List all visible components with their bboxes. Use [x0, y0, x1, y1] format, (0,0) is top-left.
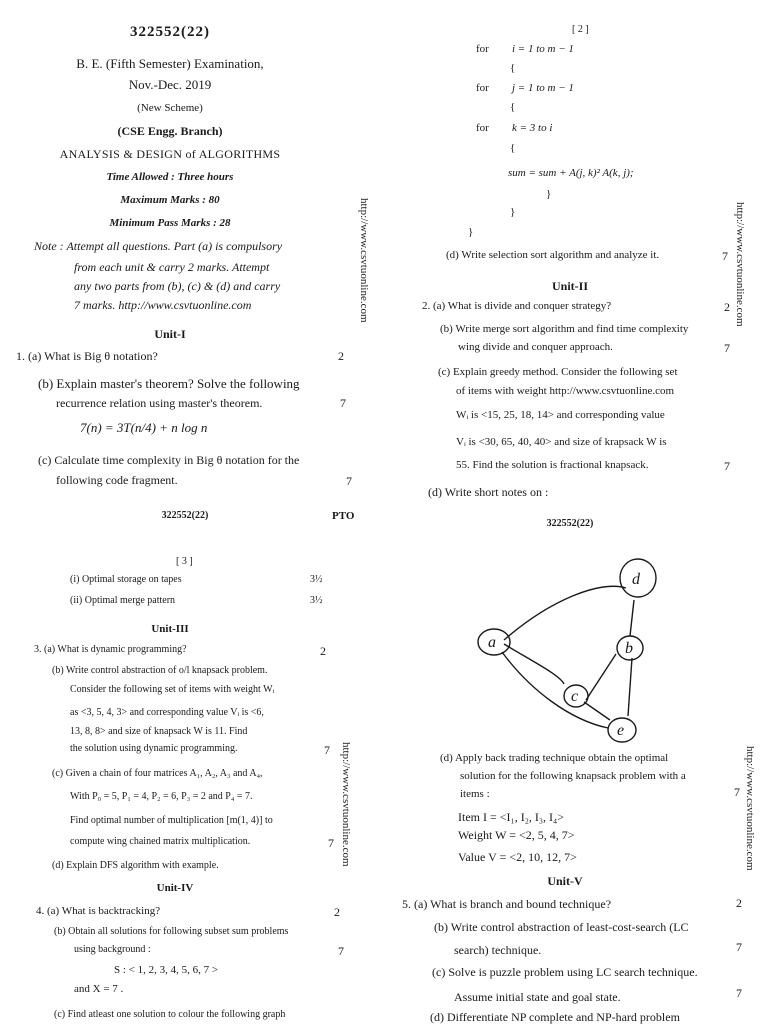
footer-code: 322552(22)	[546, 518, 594, 529]
q3d-text: (d) Explain DFS algorithm with example.	[52, 860, 219, 871]
exam-session: Nov.-Dec. 2019	[128, 77, 212, 92]
q4b-marks: 7	[338, 944, 344, 958]
q2b-marks: 7	[724, 341, 730, 355]
code-line-3: j = 1 to m − 1	[512, 82, 574, 94]
q1a-text: 1. (a) What is Big θ notation?	[16, 349, 158, 363]
q4c-text: (c) Find atleast one solution to colour the following graph	[54, 1009, 286, 1020]
page-1	[0, 0, 384, 532]
scheme: (New Scheme)	[137, 102, 203, 114]
q5c-line-1: (c) Solve is puzzle problem using LC search technique.	[432, 965, 698, 979]
code-line-7: sum = sum + A(j, k)² A(k, j);	[508, 167, 634, 179]
q5b-marks: 7	[736, 940, 742, 954]
unit-1-heading: Unit-I	[154, 327, 186, 341]
page-number: [ 2 ]	[572, 24, 589, 35]
q5c-marks: 7	[736, 986, 742, 1000]
q5a-marks: 2	[736, 896, 742, 910]
side-url: http://www.csvtuonline.com	[340, 742, 352, 867]
q2d-text: (d) Write short notes on :	[428, 485, 549, 499]
q1b-marks: 7	[340, 396, 346, 410]
node-c-label: c	[571, 688, 579, 705]
q2c-line-5: 55. Find the solution is fractional knapsack.	[456, 459, 649, 471]
item-i-label: (i) Optimal storage on tapes	[70, 574, 182, 585]
page-3	[0, 532, 384, 1024]
code-line-6: {	[510, 142, 516, 154]
item-ii-marks: 3½	[310, 595, 323, 606]
code-line-2: {	[510, 62, 516, 74]
q3a-text: 3. (a) What is dynamic programming?	[34, 644, 187, 655]
q4d-value: Value V = <2, 10, 12, 7>	[458, 850, 577, 864]
q4d-line-3: items :	[460, 788, 490, 800]
code-kw-3: for	[476, 82, 489, 94]
q4d-line-2: solution for the following knapsack problem with a	[460, 770, 686, 782]
note-line-3: any two parts from (b), (c) & (d) and carry	[74, 279, 281, 293]
q3b-line-3: as <3, 5, 4, 3> and corresponding value Vᵢ is <6,	[70, 707, 264, 718]
q4b-line-1: (b) Obtain all solutions for following subset sum problems	[54, 926, 289, 937]
edge-a-c	[504, 644, 564, 684]
page-number: [ 3 ]	[176, 556, 193, 567]
q3c-line-3: Find optimal number of multiplication [m(1, 4)] to	[70, 815, 273, 826]
max-marks: Maximum Marks : 80	[120, 194, 220, 206]
side-url: http://www.csvtuonline.com	[744, 746, 756, 871]
q1c-marks: 7	[346, 474, 352, 488]
unit-5-heading: Unit-V	[547, 874, 583, 888]
subject: ANALYSIS & DESIGN of ALGORITHMS	[59, 147, 281, 161]
q3c-line-1: (c) Given a chain of four matrices A₁, A₂, A₃ and A₄,	[52, 768, 263, 779]
page-4	[400, 520, 768, 1024]
note-line-2: from each unit & carry 2 marks. Attempt	[74, 260, 270, 274]
note-line-1: Note : Attempt all questions. Part (a) is compulsory	[34, 239, 283, 253]
edge-d-b	[630, 600, 634, 636]
node-d-label: d	[632, 571, 640, 588]
q2c-line-3: Wᵢ is <15, 25, 18, 14> and corresponding value	[456, 409, 665, 421]
q3c-line-4: compute wing chained matrix multiplication.	[70, 836, 251, 847]
q3b-line-2: Consider the following set of items with weight Wᵢ	[70, 684, 275, 695]
item-ii-label: (ii) Optimal merge pattern	[70, 595, 176, 606]
edge-c-e	[584, 702, 610, 720]
q2b-line-1: (b) Write merge sort algorithm and find time complexity	[440, 323, 689, 335]
side-url: http://www.csvtuonline.com	[358, 198, 370, 323]
code-kw-5: for	[476, 122, 489, 134]
q5b-line-2: search) technique.	[454, 943, 542, 957]
q2a-marks: 2	[724, 300, 730, 314]
q1b-equation: 7(n) = 3T(n/4) + n log n	[80, 420, 208, 435]
code-line-5: k = 3 to i	[512, 122, 553, 134]
node-b-label: b	[625, 640, 633, 657]
q2c-line-4: Vᵢ is <30, 65, 40, 40> and size of krapsack W is	[456, 436, 667, 448]
exam-title: B. E. (Fifth Semester) Examination,	[76, 56, 264, 71]
item-i-marks: 3½	[310, 574, 323, 585]
q2c-line-1: (c) Explain greedy method. Consider the following set	[438, 366, 678, 378]
q4d-weight: Weight W = <2, 5, 4, 7>	[458, 828, 575, 842]
code-line-9: }	[510, 206, 516, 218]
note-line-4: 7 marks. http://www.csvtuonline.com	[74, 298, 252, 312]
q4a-text: 4. (a) What is backtracking?	[36, 905, 161, 917]
q4a-marks: 2	[334, 905, 340, 919]
q3b-line-5: the solution using dynamic programming.	[70, 743, 238, 754]
code-line-8: }	[546, 188, 552, 200]
q1d-marks: 7	[722, 249, 728, 263]
page-2	[400, 0, 768, 529]
q3c-line-2: With P₀ = 5, P₁ = 4, P₂ = 6, P₃ = 2 and P₄ = 7.	[70, 791, 253, 802]
edge-c-b	[586, 654, 616, 700]
q1c-line-2: following code fragment.	[56, 473, 178, 487]
q4d-marks: 7	[734, 785, 740, 799]
q2a-text: 2. (a) What is divide and conquer strategy?	[422, 300, 612, 312]
q1b-line-1: (b) Explain master's theorem? Solve the following	[38, 376, 300, 391]
q4b-set: S : < 1, 2, 3, 4, 5, 6, 7 >	[114, 964, 219, 976]
q5a-text: 5. (a) What is branch and bound technique?	[402, 897, 612, 911]
min-marks: Minimum Pass Marks : 28	[109, 217, 231, 229]
unit-3-heading: Unit-III	[151, 623, 189, 635]
q2c-marks: 7	[724, 459, 730, 473]
q5c-line-2: Assume initial state and goal state.	[454, 990, 621, 1004]
time-allowed: Time Allowed : Three hours	[106, 171, 234, 183]
pto-label: PTO	[332, 510, 355, 522]
q4d-item: Item I = <I₁, I₂, I₃, I₄>	[458, 810, 565, 824]
code-kw-1: for	[476, 43, 489, 55]
q5b-line-1: (b) Write control abstraction of least-cost-search (LC	[434, 920, 689, 934]
node-e-label: e	[617, 722, 625, 739]
q2b-line-2: wing divide and conquer approach.	[458, 341, 613, 353]
q3b-line-1: (b) Write control abstraction of o/l knapsack problem.	[52, 665, 268, 676]
q1a-marks: 2	[338, 349, 344, 363]
code-line-1: i = 1 to m − 1	[512, 43, 574, 55]
q4b-line-2: using background :	[74, 944, 151, 955]
edge-b-e	[628, 658, 632, 716]
q3a-marks: 2	[320, 644, 326, 658]
node-a-label: a	[488, 634, 496, 651]
code-line-4: {	[510, 101, 516, 113]
q4d-line-1: (d) Apply back trading technique obtain the optimal	[440, 752, 669, 764]
q3b-marks: 7	[324, 743, 330, 757]
q5d-text: (d) Differentiate NP complete and NP-hard problem	[430, 1010, 680, 1024]
footer-code: 322552(22)	[161, 510, 209, 521]
q1c-line-1: (c) Calculate time complexity in Big θ notation for the	[38, 453, 300, 467]
q1b-line-2: recurrence relation using master's theorem.	[56, 396, 263, 410]
branch: (CSE Engg. Branch)	[117, 124, 223, 138]
paper-code: 322552(22)	[130, 24, 210, 40]
graph-diagram	[400, 540, 768, 740]
q3b-line-4: 13, 8, 8> and size of knapsack W is 11. Find	[70, 726, 248, 737]
unit-2-heading: Unit-II	[551, 279, 588, 293]
unit-4-heading: Unit-IV	[156, 882, 194, 894]
side-url: http://www.csvtuonline.com	[734, 202, 746, 327]
q3c-marks: 7	[328, 836, 334, 850]
code-line-10: }	[468, 226, 474, 238]
q2c-line-2: of items with weight http://www.csvtuonline.com	[456, 385, 675, 397]
edge-a-d	[504, 586, 626, 640]
q4b-x: and X = 7 .	[74, 983, 124, 995]
q1d-text: (d) Write selection sort algorithm and analyze it.	[446, 249, 660, 261]
